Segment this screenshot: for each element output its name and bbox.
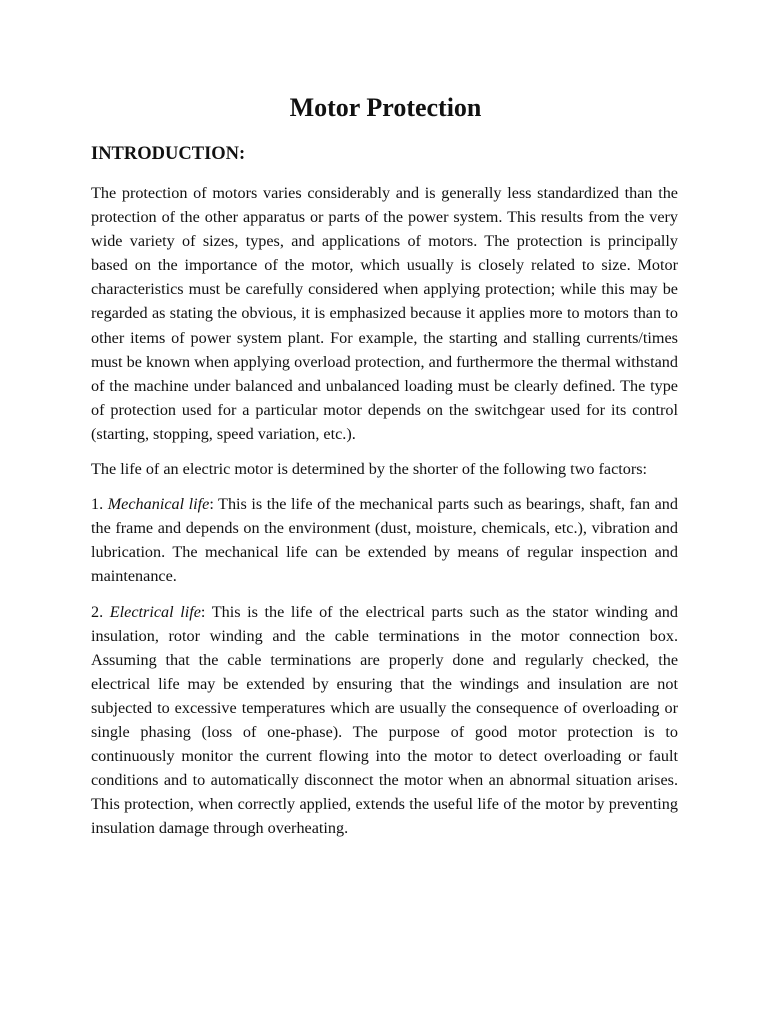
intro-paragraph: The protection of motors varies considerably and is generally less standardized than the protection of the other apparatus or parts of the power system. This results from the very wide variety of sizes, types, and applications of motors. The protection is principally based on the importance of the motor, which usually is closely related to size. Motor characteristics must be carefully considered when applying protection; while this may be regarded as stating the obvious, it is emphasized because it applies more to motors than to other items of power system plant. For example, the starting and stalling currents/times must be known when applying overload protection, and furthermore the thermal withstand of the machine under balanced and unbalanced loading must be clearly defined. The type of protection used for a particular motor depends on the switchgear used for its control (starting, stopping, speed variation, etc.). — [91, 184, 678, 443]
electrical-life-item — [91, 600, 678, 841]
section-heading: INTRODUCTION: — [91, 144, 246, 164]
item-text: : This is the life of the electrical parts such as the stator winding and insulation, rotor winding and the cable terminations in the motor connection box. Assuming that the cable terminations are properly done and regularly checked, the electrical life may be extended by ensuring that the windings and insulation are not subjected to excessive temperatures which are usually the consequence of overloading or single phasing (loss of one-phase). The purpose of good motor protection is to continuously monitor the current flowing into the motor to detect overloading or fault conditions and to automatically disconnect the motor when an abnormal situation arises. This protection, when correctly applied, extends the useful life of the motor by preventing insulation damage through overheating. — [91, 602, 678, 838]
item-term: Mechanical life — [107, 495, 210, 514]
item-number: 2. — [91, 602, 110, 621]
item-text: : This is the life of the mechanical parts such as bearings, shaft, fan and the frame and depends on the environment (dust, moisture, chemicals, etc.), vibration and lubrication. The mechanical life can be extended by means of regular inspection and maintenance. — [91, 495, 678, 586]
life-factors-paragraph: The life of an electric motor is determined by the shorter of the following two factors: — [91, 460, 648, 479]
item-term: Electrical life — [109, 602, 201, 621]
item-number: 1. — [91, 495, 108, 514]
mechanical-life-item — [91, 492, 678, 588]
page-title: Motor Protection — [289, 93, 482, 122]
document-page — [91, 90, 678, 840]
